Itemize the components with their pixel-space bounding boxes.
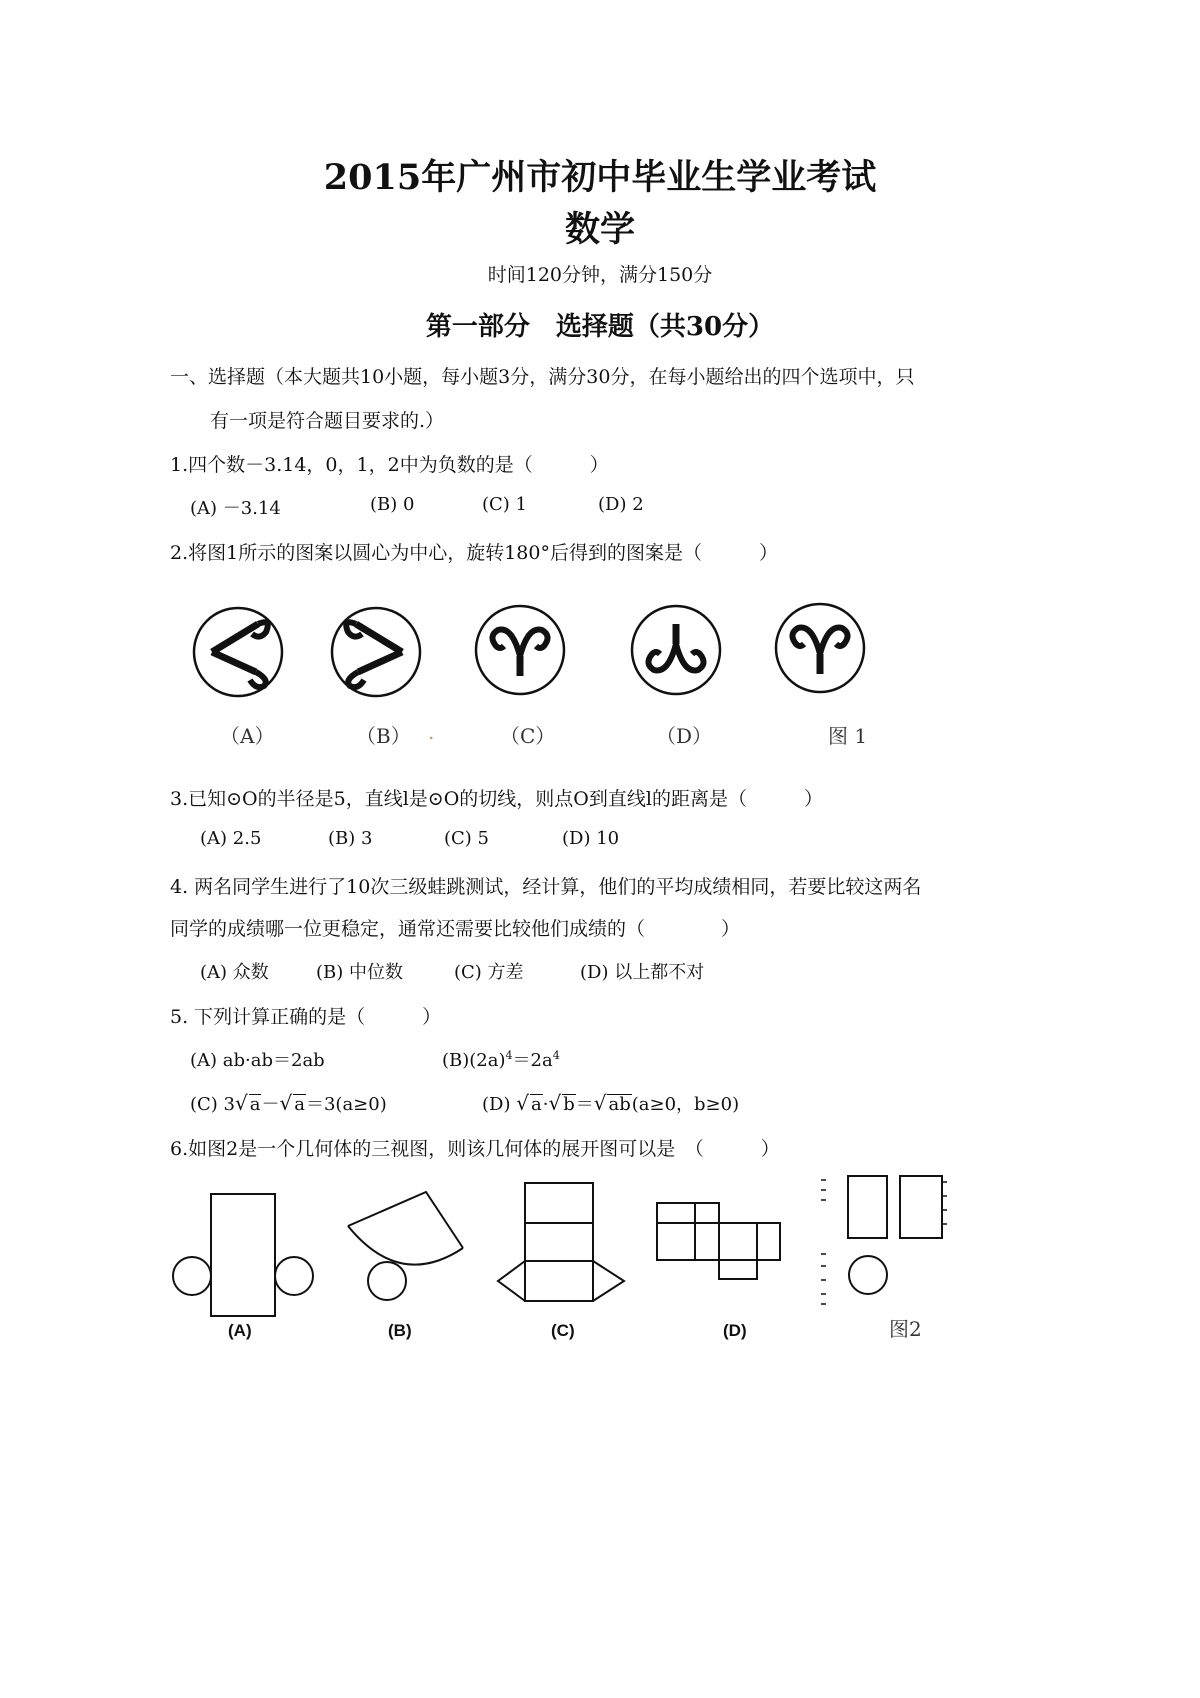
instruction-line-1: 一、选择题（本大题共10小题，每小题3分，满分30分，在每小题给出的四个选项中，只 xyxy=(170,366,915,388)
q3-stem: 3.已知⊙O的半径是5，直线l是⊙O的切线，则点O到直线l的距离是（ ） xyxy=(170,788,823,810)
exam-title: 2015年广州市初中毕业生学业考试 xyxy=(323,157,877,198)
q3-option-a: (A) 2.5 xyxy=(200,828,262,849)
q1-option-a: (A) －3.14 xyxy=(190,498,281,519)
q3-option-d: (D) 10 xyxy=(562,828,620,849)
q5-option-c: (C) 3√ a－√ a＝3(a≥0) xyxy=(190,1091,387,1115)
q2-caption-c: （C） xyxy=(500,724,556,748)
q6-figure-b xyxy=(348,1192,463,1300)
subject-title: 数学 xyxy=(564,209,635,250)
q6-figure-d xyxy=(657,1203,780,1279)
q4-option-b: (B) 中位数 xyxy=(316,962,403,983)
q3-option-b: (B) 3 xyxy=(328,828,373,849)
q4-option-c: (C) 方差 xyxy=(454,962,524,983)
q6-figure-c xyxy=(498,1183,624,1301)
q5-option-d: (D) √ a·√ b＝√ ab(a≥0，b≥0) xyxy=(482,1091,740,1115)
q1-option-c: (C) 1 xyxy=(482,494,527,515)
q2-caption-d: （D） xyxy=(656,724,713,748)
q5-option-a: (A) ab·ab＝2ab xyxy=(190,1050,325,1071)
q3-option-c: (C) 5 xyxy=(444,828,489,849)
time-info: 时间120分钟，满分150分 xyxy=(487,264,713,286)
q6-caption-d: (D) xyxy=(723,1321,747,1340)
q6-figure-2 xyxy=(821,1176,947,1304)
q1-option-d: (D) 2 xyxy=(598,494,644,515)
q1-stem: 1.四个数－3.14，0，1，2中为负数的是（ ） xyxy=(170,454,609,476)
q5-option-b: $(B)(2a)^4=2a^4$ xyxy=(442,1049,560,1071)
q6-stem: 6.如图2是一个几何体的三视图，则该几何体的展开图可以是 （ ） xyxy=(170,1138,780,1160)
instruction-line-2: 有一项是符合题目要求的.） xyxy=(210,410,445,432)
q6-caption-fig2: 图2 xyxy=(889,1317,922,1341)
q2-caption-b: （B） xyxy=(356,724,411,748)
q6-caption-c: (C) xyxy=(551,1321,575,1340)
q2-caption-fig1: 图 1 xyxy=(828,724,868,748)
q6-caption-b: (B) xyxy=(388,1321,412,1340)
q4-stem-line-2: 同学的成绩哪一位更稳定，通常还需要比较他们成绩的（ ） xyxy=(170,918,741,940)
q4-option-d: (D) 以上都不对 xyxy=(580,962,705,983)
q2-stem: 2.将图1所示的图案以圆心为中心，旋转180°后得到的图案是（ ） xyxy=(170,542,778,564)
q4-option-a: (A) 众数 xyxy=(200,962,269,983)
q4-stem-line-1: 4. 两名同学生进行了10次三级蛙跳测试，经计算，他们的平均成绩相同，若要比较这两名 xyxy=(170,876,922,898)
q6-caption-a: (A) xyxy=(228,1321,252,1340)
q5-stem: 5. 下列计算正确的是（ ） xyxy=(170,1006,442,1028)
q6-figure-a xyxy=(173,1194,313,1316)
part-title: 第一部分 选择题（共30分） xyxy=(425,312,775,342)
q2-stray-dot: . xyxy=(428,720,435,744)
q2-caption-a: （A） xyxy=(220,724,275,748)
q1-option-b: (B) 0 xyxy=(370,494,415,515)
